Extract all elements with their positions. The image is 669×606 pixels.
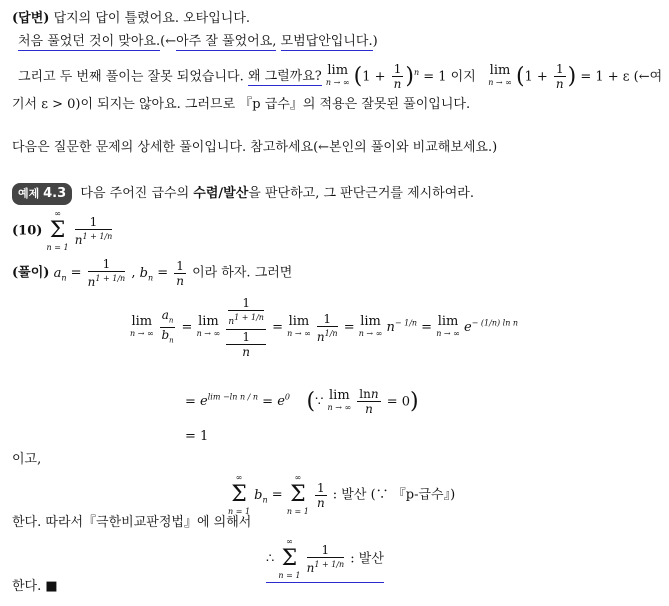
problem-post: 을 판단하고, 그 판단근거를 제시하여라. — [248, 186, 474, 201]
second-solution-line: 그리고 두 번째 풀이는 잘못 되었습니다. 왜 그럴까요? lim n → ∞ (1 + $\frac{1}{n}$ )$^n$ = 1 이지 lim n → ∞ (1 + $\frac{1}{n}$ ) = 1 + ε (←여 — [18, 62, 663, 92]
item-label: (10) — [12, 223, 43, 239]
why-wrong: 왜 그럴까요? — [247, 69, 322, 85]
limit-chain-3: = 1 — [185, 429, 209, 444]
example-number: 4.3 — [43, 186, 67, 201]
answer-line — [12, 10, 250, 28]
conclusion — [266, 536, 384, 583]
final-diverge: : 발산 — [350, 551, 384, 567]
line4: 다음은 질문한 문제의 상세한 풀이입니다. 참고하세요(←본인의 풀이와 비교해보세요.) — [12, 140, 498, 155]
final-text: 한다. ■ — [12, 579, 58, 594]
let-text: 이라 하자. 그러면 — [192, 265, 293, 281]
b-n-fraction: $\frac{1}{n}$ — [176, 258, 184, 288]
close-paren: ) — [372, 34, 378, 49]
sigma-final: ∞ Σ n = 1 — [278, 537, 301, 580]
lim-f: lim n → ∞ — [327, 387, 352, 412]
fraction-1-over-n-2: $\frac{1}{n}$ — [555, 62, 564, 92]
solution-line: (풀이) $a_n$ = $\frac{1}{n^{1 + 1/n}}$ , $b_n$ = $\frac{1}{n}$ 이라 하자. 그러면 — [12, 257, 293, 289]
therefore-symbol: ∴ — [266, 551, 275, 567]
therefore-line: 한다. 따라서『극한비교판정법』에 의해서 — [12, 515, 252, 530]
lim-a: lim n → ∞ — [130, 313, 154, 338]
one-over-n-root: $\frac{1}{n^{1/n}}$ — [316, 311, 338, 344]
an-over-bn: $\frac{a_n}{b_n}$ — [161, 307, 174, 345]
limit-expression-1: lim n → ∞ — [325, 62, 350, 87]
arrow-open: (← — [160, 34, 177, 49]
problem-pre: 다음 주어진 급수의 — [80, 186, 194, 201]
problem-bold: 수렴/발산 — [193, 186, 249, 201]
lim1-result: = 1 이지 — [423, 69, 476, 85]
compound-fraction: $\frac{1}{n1 + 1/n}$ 1 n — [228, 296, 264, 359]
diverge-label: : 발산 — [332, 487, 367, 503]
final-term: $\frac{1}{n^{1 + 1/n}}$ — [306, 543, 345, 575]
sigma-bn: ∞ Σ n = 1 — [228, 473, 251, 516]
answer-text: 답지의 답이 틀렸어요. 오타입니다. — [53, 11, 251, 26]
ln-n-over-n: $\frac{\ln n}{n}$ — [359, 387, 379, 417]
a-n-fraction: $\frac{1}{n^{1 + 1/n}}$ — [87, 257, 126, 289]
fraction-1-over-n: $\frac{1}{n}$ — [393, 62, 402, 92]
problem-series — [12, 208, 114, 254]
bn-term: $\frac{1}{n}$ — [316, 480, 325, 510]
line3: 기서 ε > 0)이 되지는 않아요. 그러므로 『p 급수』의 적용은 잘못된 풀이입니다. — [12, 97, 471, 112]
sigma-symbol: ∞ Σ n = 1 — [46, 209, 69, 252]
first-solution-text: 처음 풀었던 것이 맞아요. — [18, 34, 161, 49]
since-symbol: ∵ — [315, 394, 324, 410]
series-term: $\frac{1}{n^{1 + 1/n}}$ — [74, 215, 113, 247]
lim-e: lim n → ∞ — [436, 313, 460, 338]
sigma-1-over-n: ∞ Σ n = 1 — [286, 473, 309, 516]
lim-d: lim n → ∞ — [358, 313, 383, 338]
lim-b: lim n → ∞ — [196, 313, 221, 338]
first-solution-line — [18, 33, 378, 51]
second-intro: 그리고 두 번째 풀이는 잘못 되었습니다. — [18, 69, 244, 85]
limit-chain: lim n → ∞ $\frac{a_n}{b_n}$ = lim n → ∞ $\frac{1}{n1 + 1/n}$ 1 n = lim n → ∞ $\frac{1}{n^{1/n}}$ = lim n → ∞ $n^{- 1/n} = \lim$ n → ∞ $e^{- (1/n) ln n}$ — [130, 296, 519, 359]
bn-series-line: ∞ Σ n = 1 $b_n$ = ∞ Σ n = 1 $\frac{1}{n}$ : 발산 (∵ 『p-급수』) — [228, 473, 456, 516]
example-header — [12, 183, 474, 205]
solution-label: (풀이) — [12, 265, 50, 281]
example-badge — [12, 183, 72, 205]
p-series-note: (∵ 『p-급수』) — [370, 487, 456, 503]
limit-chain-2: = $e^{lim -ln n / n} = e^0$ (∵ lim n → ∞ $\frac{\ln n}{n}$ = 0) — [185, 387, 419, 417]
answer-label: (답변) — [12, 11, 50, 26]
model-answer-text: 모범답안입니다. — [280, 34, 373, 49]
lim-c: lim n → ∞ — [287, 313, 311, 338]
praise-text: 아주 잘 풀었어요, — [176, 34, 277, 49]
limit-expression-2: lim n → ∞ — [488, 62, 512, 87]
lim2-result: = 1 + ε (←여 — [580, 69, 663, 85]
and-text: 이고, — [12, 452, 42, 467]
example-badge-label: 예제 — [18, 187, 40, 200]
